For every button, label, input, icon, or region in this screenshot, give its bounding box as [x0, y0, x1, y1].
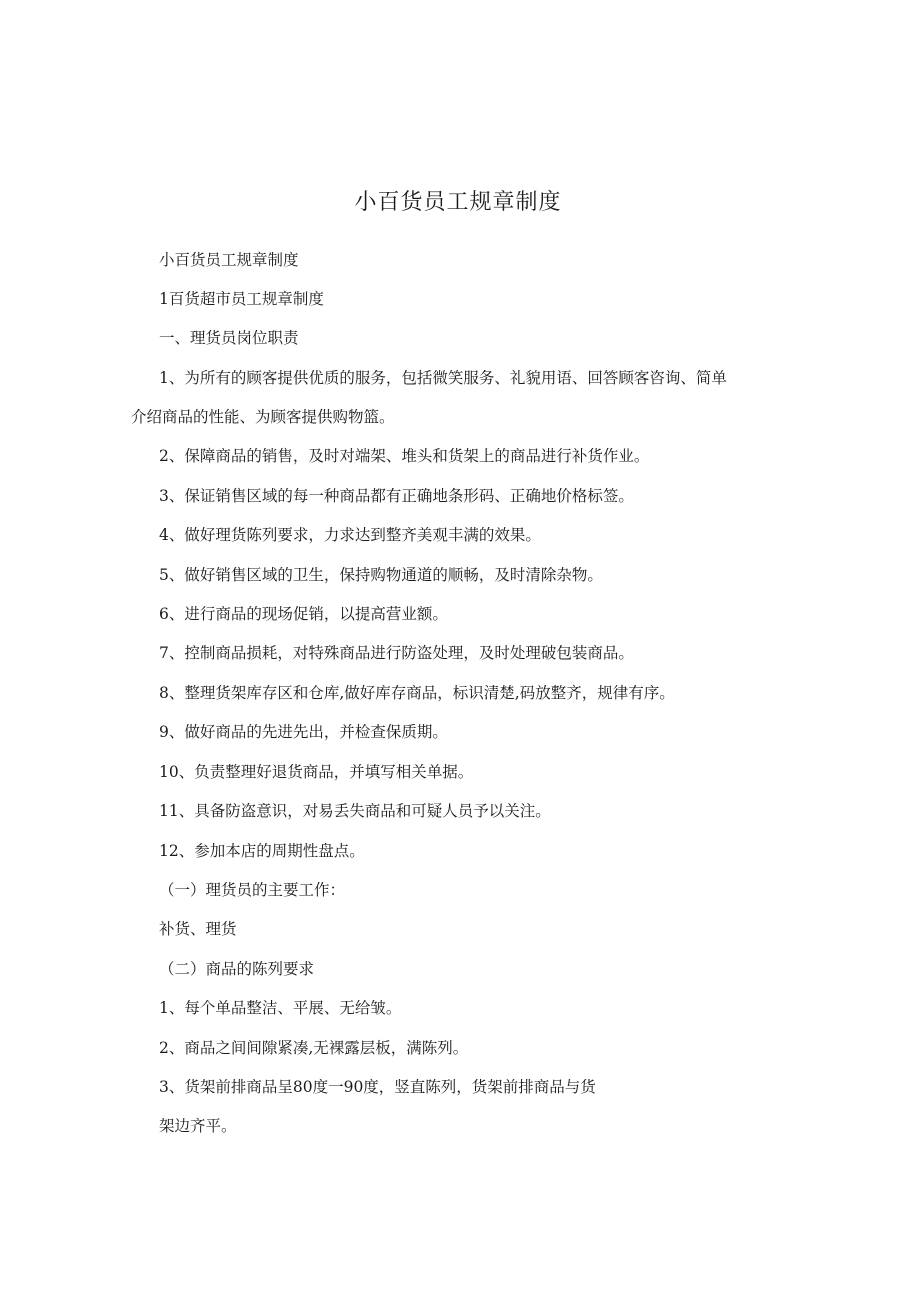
- paragraph-item-8: 8、整理货架库存区和仓库,做好库存商品，标识清楚,码放整齐，规律有序。: [159, 684, 675, 702]
- paragraph-item-3: 3、保证销售区域的每一种商品都有正确地条形码、正确地价格标签。: [159, 487, 634, 505]
- paragraph-section-heading: 1百货超市员工规章制度: [159, 290, 324, 308]
- paragraph-item-5: 5、做好销售区域的卫生，保持购物通道的顺畅，及时清除杂物。: [159, 566, 603, 584]
- paragraph-item-1-continued: 介绍商品的性能、为顾客提供购物篮。: [131, 408, 395, 426]
- paragraph-item-4: 4、做好理货陈列要求，力求达到整齐美观丰满的效果。: [159, 526, 541, 544]
- document-title: 小百货员工规章制度: [354, 190, 562, 215]
- paragraph-item-1: 1、为所有的顾客提供优质的服务，包括微笑服务、礼貌用语、回答顾客咨询、简单: [159, 369, 727, 387]
- paragraph-subtitle: 小百货员工规章制度: [159, 251, 299, 269]
- paragraph-subheading-display: （二）商品的陈列要求: [159, 960, 315, 978]
- paragraph-display-3-continued: 架边齐平。: [159, 1117, 237, 1135]
- paragraph-item-11: 11、具备防盗意识，对易丢失商品和可疑人员予以关注。: [159, 802, 551, 820]
- paragraph-item-7: 7、控制商品损耗，对特殊商品进行防盗处理，及时处理破包装商品。: [159, 644, 634, 662]
- paragraph-item-6: 6、进行商品的现场促销，以提高营业额。: [159, 605, 448, 623]
- paragraph-item-9: 9、做好商品的先进先出，并检查保质期。: [159, 723, 448, 741]
- paragraph-item-12: 12、参加本店的周期性盘点。: [159, 842, 365, 860]
- paragraph-main-work: 补货、理货: [159, 920, 237, 938]
- paragraph-subheading-main-work: （一）理货员的主要工作：: [159, 881, 346, 899]
- paragraph-display-3: 3、货架前排商品呈80度一90度，竖直陈列，货架前排商品与货: [159, 1078, 596, 1096]
- paragraph-display-1: 1、每个单品整洁、平展、无给皱。: [159, 999, 402, 1017]
- paragraph-item-2: 2、保障商品的销售，及时对端架、堆头和货架上的商品进行补货作业。: [159, 447, 650, 465]
- paragraph-item-10: 10、负责整理好退货商品，并填写相关单据。: [159, 763, 474, 781]
- paragraph-display-2: 2、商品之间间隙紧凑,无裸露层板，满陈列。: [159, 1039, 469, 1057]
- paragraph-heading-duties: 一、理货员岗位职责: [159, 329, 299, 347]
